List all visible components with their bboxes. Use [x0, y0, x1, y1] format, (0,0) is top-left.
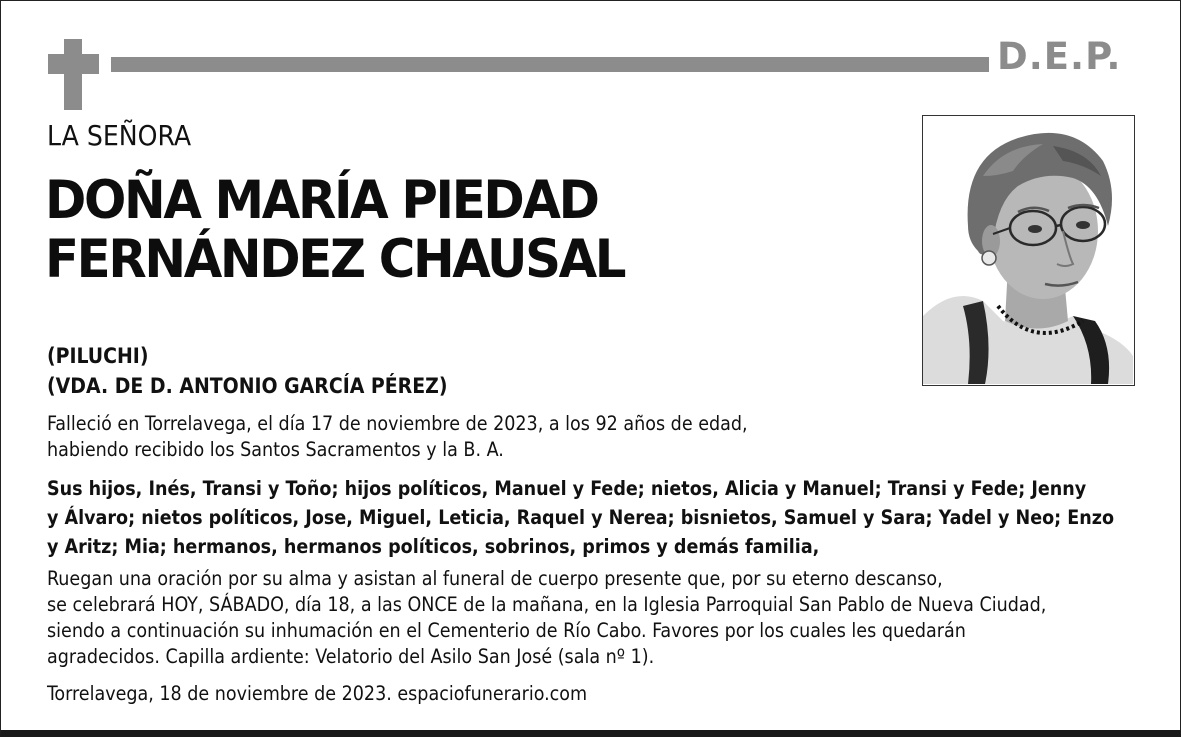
deceased-name-line: DOÑA MARÍA PIEDAD: [45, 170, 598, 231]
death-notice-line: habiendo recibido los Santos Sacramentos y la B. A.: [47, 438, 504, 461]
nickname: (PILUCHI): [47, 344, 149, 368]
death-notice: [47, 411, 907, 463]
family-line: Sus hijos, Inés, Transi y Toño; hijos políticos, Manuel y Fede; nietos, Alicia y Manuel; Transi y Fede; Jenny: [47, 477, 1087, 500]
widow-of: (VDA. DE D. ANTONIO GARCÍA PÉREZ): [47, 374, 448, 398]
header-divider: [111, 57, 989, 72]
death-notice-line: Falleció en Torrelavega, el día 17 de noviembre de 2023, a los 92 años de edad,: [47, 412, 748, 435]
cross-icon-arm: [48, 54, 99, 74]
deceased-name: [45, 171, 624, 289]
honorific: LA SEÑORA: [47, 119, 192, 152]
family-line: y Álvaro; nietos políticos, Jose, Miguel, Leticia, Raquel y Nerea; bisnietos, Samuel y Sara; Yadel y Neo; Enzo: [47, 506, 1115, 529]
funeral-details-line: se celebrará HOY, SÁBADO, día 18, a las ONCE de la mañana, en la Iglesia Parroquial San Pablo de Nueva Ciudad,: [47, 593, 1047, 616]
cross-icon: [64, 39, 82, 110]
funeral-details-line: Ruegan una oración por su alma y asistan al funeral de cuerpo presente que, por su eterno descanso,: [47, 567, 943, 590]
funeral-details: [47, 566, 1147, 670]
dep-label: D.E.P.: [997, 35, 1122, 78]
family-list: [47, 474, 1137, 561]
deceased-name-line: FERNÁNDEZ CHAUSAL: [45, 229, 625, 290]
place-date-source: Torrelavega, 18 de noviembre de 2023. espaciofunerario.com: [47, 682, 588, 705]
funeral-details-line: siendo a continuación su inhumación en el Cementerio de Río Cabo. Favores por los cuales les quedarán: [47, 619, 966, 642]
funeral-details-line: agradecidos. Capilla ardiente: Velatorio del Asilo San José (sala nº 1).: [47, 645, 655, 668]
family-line: y Aritz; Mia; hermanos, hermanos políticos, sobrinos, primos y demás familia,: [47, 535, 820, 558]
portrait-photo: [922, 115, 1135, 386]
